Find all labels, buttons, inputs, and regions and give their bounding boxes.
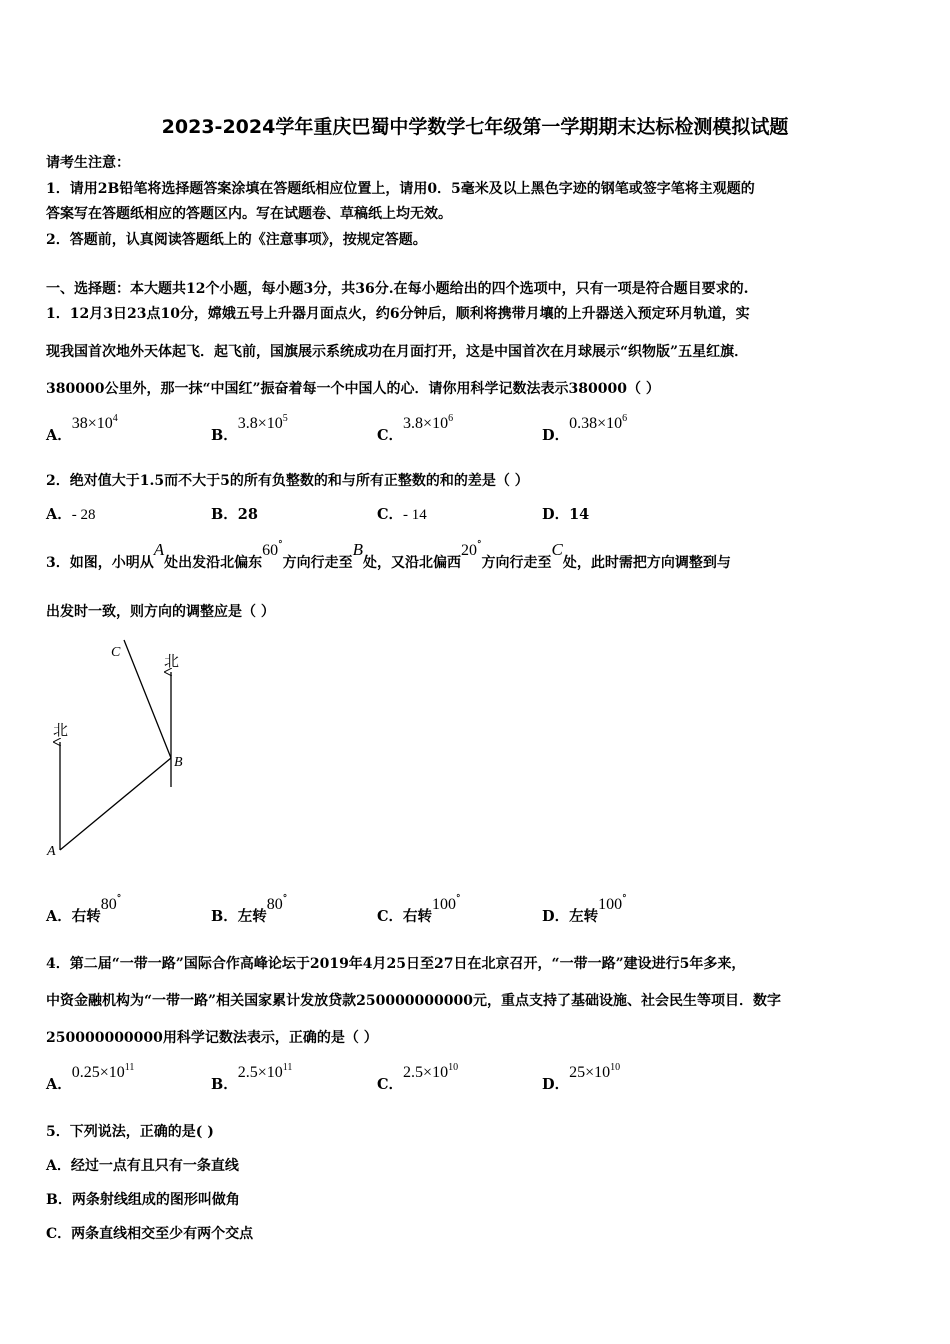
q4-line-1: 4．第二届“一带一路”国际合作高峰论坛于2019年4月25日至27日在北京召开，“一带一路”建设进行5年多来，	[46, 956, 746, 972]
q3-option-a[interactable]: A．右转80°	[46, 894, 122, 925]
q4-line-2: 中资金融机构为“一带一路”相关国家累计发放贷款250000000000元，重点支持了基础设施、社会民生等项目．数字	[46, 993, 781, 1009]
q3-figure	[40, 630, 200, 865]
q1-option-b[interactable]: B．$3.8\times 10^5$	[211, 413, 288, 444]
page-title: 2023-2024学年重庆巴蜀中学数学七年级第一学期期末达标检测模拟试题	[161, 116, 789, 138]
q2-stem: 2．绝对值大于1.5而不大于5的所有负整数的和与所有正整数的和的差是（ ）	[46, 473, 529, 489]
q4-option-d[interactable]: D．$25\times 10^{10}$	[542, 1062, 621, 1093]
q1-option-d[interactable]: D．$0.38\times 10^6$	[542, 413, 628, 444]
q3-option-c[interactable]: C．右转100°	[377, 894, 461, 925]
q5-option-c[interactable]: C．两条直线相交至少有两个交点	[46, 1226, 254, 1242]
q1-line-3: 380000公里外，那一抹“中国红”振奋着每一个中国人的心．请你用科学记数法表示380000（ ）	[46, 381, 660, 397]
segment-ab	[60, 758, 171, 850]
notice-heading: 请考生注意：	[46, 155, 130, 171]
q1-option-a[interactable]: A．$38\times 10^4$	[46, 413, 118, 444]
q2-option-b[interactable]: B．28	[211, 506, 258, 523]
notice-line-3: 2．答题前，认真阅读答题纸上的《注意事项》，按规定答题。	[46, 232, 427, 248]
q2-option-d[interactable]: D．14	[542, 506, 590, 523]
q5-option-b[interactable]: B．两条射线组成的图形叫做角	[46, 1192, 240, 1208]
q1-line-1: 1．12月3日23点10分，嫦娥五号上升器月面点火，约6分钟后，顺利将携带月壤的上升器送入预定环月轨道，实	[46, 306, 750, 322]
notice-line-2: 答案写在答题纸相应的答题区内。写在试题卷、草稿纸上均无效。	[46, 206, 452, 222]
north-label-a: 北	[53, 723, 69, 739]
notice-line-1: 1．请用2B铅笔将选择题答案涂填在答题纸相应位置上，请用0．5毫米及以上黑色字迹的钢笔或签字笔将主观题的	[46, 181, 755, 197]
section-heading: 一、选择题：本大题共12个小题，每小题3分，共36分.在每小题给出的四个选项中，只有一项是符合题目要求的.	[46, 281, 749, 297]
q1-line-2: 现我国首次地外天体起飞．起飞前，国旗展示系统成功在月面打开，这是中国首次在月球展示“织物版”五星红旗．	[46, 344, 749, 360]
q5-option-a[interactable]: A．经过一点有且只有一条直线	[46, 1158, 239, 1174]
point-c-label: C	[111, 645, 121, 660]
point-a-label: A	[47, 844, 56, 859]
q3-stem-line-1: 3．如图，小明从A处出发沿北偏东60°方向行走至B处，又沿北偏西20°方向行走至C处，此时需把方向调整到与	[46, 540, 731, 571]
q3-stem-line-2: 出发时一致，则方向的调整应是（ ）	[46, 604, 275, 620]
point-b-label: B	[174, 755, 183, 770]
q4-option-b[interactable]: B．$2.5\times 10^{11}$	[211, 1062, 293, 1093]
q4-line-3: 250000000000用科学记数法表示，正确的是（ ）	[46, 1030, 378, 1046]
north-label-b: 北	[164, 654, 180, 670]
q4-option-c[interactable]: C．$2.5\times 10^{10}$	[377, 1062, 459, 1093]
q5-stem: 5．下列说法，正确的是( )	[46, 1124, 214, 1140]
q3-option-d[interactable]: D．左转100°	[542, 894, 627, 925]
q3-option-b[interactable]: B．左转80°	[211, 894, 288, 925]
q2-option-c[interactable]: C．- 14	[377, 506, 427, 523]
q4-option-a[interactable]: A．$0.25\times 10^{11}$	[46, 1062, 135, 1093]
q1-option-c[interactable]: C．$3.8\times 10^6$	[377, 413, 454, 444]
q2-option-a[interactable]: A．- 28	[46, 506, 96, 523]
